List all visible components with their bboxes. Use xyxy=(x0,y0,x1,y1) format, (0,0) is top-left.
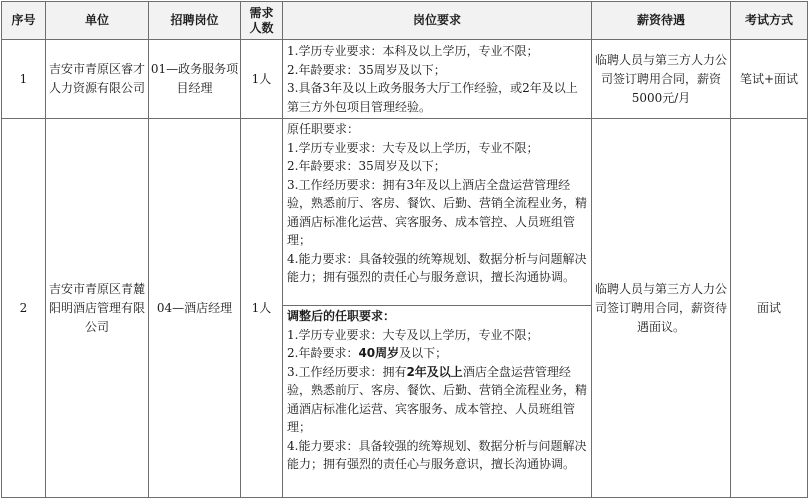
header-quota xyxy=(241,2,283,40)
header-quota-label: 需求人数 xyxy=(249,5,274,35)
requirement-line xyxy=(287,344,587,363)
requirement-line: 3.工作经历要求：拥有3年及以上酒店全盘运营管理经验，熟悉前厅、客房、餐饮、后勤、营销全流程业务，精通酒店标准化运营、宾客服务、成本管控、人员班组管理； xyxy=(287,177,588,247)
table-row xyxy=(2,119,808,498)
original-title: 原任职要求： xyxy=(287,122,360,136)
row-exam: 笔试+面试 xyxy=(731,40,808,119)
row-requirements xyxy=(283,119,592,498)
adjusted-requirements xyxy=(283,306,591,474)
recruitment-table xyxy=(1,1,808,498)
requirement-line: 4.能力要求：具备较强的统筹规划、数据分析与问题解决能力；拥有强烈的责任心与服务意识，擅长沟通协调。 xyxy=(287,438,587,471)
experience-detail: 酒店全盘运营管理经验，熟悉前厅、客房、餐饮、后勤、营销全流程业务，精通酒店标准化运营、宾客服务、成本管控、人员班组管理； xyxy=(287,364,588,434)
header-no: 序号 xyxy=(2,2,46,40)
requirement-line: 3.具备3年及以上政务服务大厅工作经验，或2年及以上第三方外包项目管理经验。 xyxy=(287,81,578,114)
requirement-line: 4.能力要求：具备较强的统筹规划、数据分析与问题解决能力；拥有强烈的责任心与服务意识，擅长沟通协调。 xyxy=(287,251,587,284)
row-position: 04—酒店经理 xyxy=(149,119,241,498)
row-unit: 吉安市青原区睿才人力资源有限公司 xyxy=(46,40,149,119)
header-row xyxy=(2,2,808,40)
header-unit: 单位 xyxy=(46,2,149,40)
experience-highlight: 2年及以上 xyxy=(406,364,463,379)
row-no: 1 xyxy=(2,40,46,119)
table-row xyxy=(2,40,808,119)
row-salary: 临聘人员与第三方人力公司签订聘用合同，薪资5000元/月 xyxy=(592,40,731,119)
experience-label: 3.工作经历要求：拥有 xyxy=(287,364,407,379)
requirement-line: 2.年龄要求：35周岁及以下； xyxy=(287,62,446,77)
header-position: 招聘岗位 xyxy=(149,2,241,40)
requirement-line xyxy=(287,363,587,437)
requirement-line: 1.学历专业要求：本科及以上学历，专业不限； xyxy=(287,44,539,58)
requirement-line: 1.学历专业要求：大专及以上学历，专业不限； xyxy=(287,327,539,342)
row-unit: 吉安市青原区青麓阳明酒店管理有限公司 xyxy=(46,119,149,498)
row-exam: 面试 xyxy=(731,119,808,498)
header-salary: 薪资待遇 xyxy=(592,2,731,40)
header-requirements: 岗位要求 xyxy=(283,2,592,40)
row-quota: 1人 xyxy=(241,40,283,119)
row-salary: 临聘人员与第三方人力公司签订聘用合同，薪资待遇面议。 xyxy=(592,119,731,498)
original-requirements xyxy=(283,119,591,306)
row-position: 01—政务服务项目经理 xyxy=(149,40,241,119)
requirement-line: 1.学历专业要求：大专及以上学历，专业不限； xyxy=(287,140,539,155)
row-no: 2 xyxy=(2,119,46,498)
header-exam: 考试方式 xyxy=(731,2,808,40)
row-requirements xyxy=(283,40,592,119)
requirement-line: 2.年龄要求：35周岁及以下； xyxy=(287,159,446,173)
age-highlight: 40周岁 xyxy=(358,346,400,360)
age-label: 2.年龄要求： xyxy=(287,346,359,360)
age-suffix: 及以下； xyxy=(399,346,448,360)
adjusted-title: 调整后的任职要求： xyxy=(287,309,396,323)
row-quota: 1人 xyxy=(241,119,283,498)
